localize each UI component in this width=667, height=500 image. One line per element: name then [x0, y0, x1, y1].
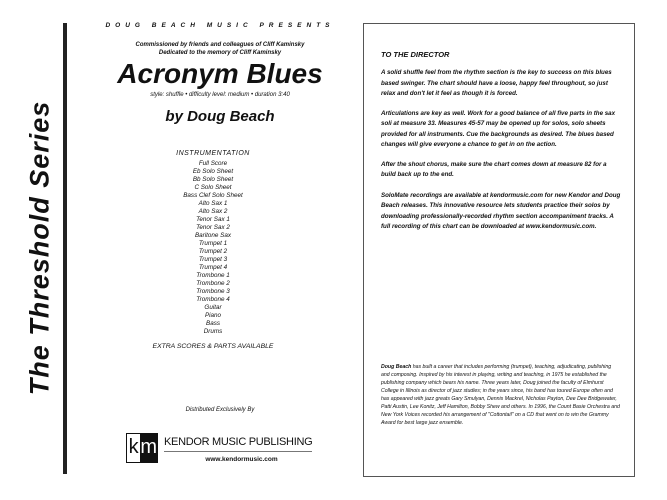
publisher-name: KENDOR MUSIC PUBLISHING — [164, 436, 312, 452]
piece-title: Acronym Blues — [117, 58, 323, 89]
dedication-line: Dedicated to the memory of Cliff Kaminsky — [158, 50, 282, 56]
instrument-item: C Solo Sheet — [194, 184, 232, 191]
composer-bio — [381, 363, 621, 427]
bio-name: Doug Beach — [381, 364, 412, 370]
director-paragraph: SoloMate recordings are available at kendormusic.com for new Kendor and Doug Beach releases. This innovative resource lets students practice their solos by downloading professionally-recorded rhythm section accompaniment tracks. A full recording of this chart can be downloaded at www.kendormusic.com. — [381, 191, 621, 230]
composer: by Doug Beach — [165, 108, 275, 125]
director-heading: TO THE DIRECTOR — [381, 50, 450, 59]
instrument-item: Baritone Sax — [194, 232, 232, 239]
director-paragraph: Articulations are key as well. Work for a good balance of all five parts in the sax soli at measure 33. Measures 45-57 may be opened up for solos, solo sheets provided for all instruments. Cue the backgrounds as desired. The blues based changes will give everyone a chance to get in on the action. — [381, 109, 616, 148]
instrument-item: Trumpet 1 — [198, 240, 228, 247]
director-notes — [381, 68, 621, 242]
instrument-item: Trumpet 3 — [198, 256, 228, 263]
piece-details: style: shuffle • difficulty level: medium • duration 3:40 — [150, 92, 290, 98]
commission-text — [100, 41, 340, 57]
instrument-item: Bass — [206, 320, 220, 327]
instrument-item: Trombone 4 — [196, 296, 230, 303]
instrument-item: Drums — [203, 328, 223, 335]
instrument-item: Trombone 2 — [196, 280, 230, 287]
instrument-item: Tenor Sax 1 — [196, 216, 230, 223]
instrument-item: Trombone 3 — [196, 288, 230, 295]
instrument-item: Trombone 1 — [196, 272, 230, 279]
instrument-item: Bb Solo Sheet — [192, 176, 234, 183]
bio-text: has built a career that includes performing (trumpet), teaching, adjudicating, publishing and composing. Inspired by his interest in playing, writing and teaching, in 1975 he established the publishing company which bears his name. Three years later, Doug joined the faculty of Elmhurst College in Illinois as director of jazz studies; in the years since, his band has toured Europe often and has appeared with jazz greats Gary Smulyan, Dennis Mackrel, Nicholas Payton, Dee Dee Bridgewater, Patti Austin, Lee Konitz, Jeff Hamilton, Bobby Shew and others. In 1996, the Count Basie Orchestra and New York Voices recorded his arrangement of "Cottontail" on a CD that went on to win the Grammy Award for best large jazz ensemble. — [381, 364, 620, 426]
distributed-by: Distributed Exclusively By — [185, 407, 255, 413]
instrument-item: Guitar — [204, 304, 222, 311]
kendor-logo — [126, 433, 158, 463]
logo-m: m — [140, 434, 157, 462]
instrument-item: Alto Sax 1 — [198, 200, 228, 207]
presents-line: DOUG BEACH MUSIC PRESENTS — [105, 22, 335, 29]
extra-parts-note: EXTRA SCORES & PARTS AVAILABLE — [152, 343, 274, 350]
instrumentation-list — [113, 150, 313, 351]
instrument-item: Alto Sax 2 — [198, 208, 228, 215]
instrument-item: Bass Clef Solo Sheet — [183, 192, 243, 199]
publisher-url[interactable]: www.kendormusic.com — [205, 456, 278, 463]
series-title: The Threshold Series — [24, 100, 55, 396]
instrument-item: Trumpet 4 — [198, 264, 228, 271]
director-paragraph: A solid shuffle feel from the rhythm section is the key to success on this blues based swinger. The chart should have a loose, happy feel throughout, so just relax and don't let it feel as though it is forced. — [381, 69, 612, 97]
instrument-item: Tenor Sax 2 — [196, 224, 230, 231]
instrument-item: Trumpet 2 — [198, 248, 228, 255]
instrument-item: Full Score — [198, 160, 228, 167]
divider-line — [63, 23, 67, 474]
instrument-item: Piano — [204, 312, 222, 319]
commission-line: Commissioned by friends and colleagues of Cliff Kaminsky — [135, 42, 305, 48]
instrumentation-heading: INSTRUMENTATION — [176, 150, 250, 157]
instrument-item: Eb Solo Sheet — [192, 168, 234, 175]
logo-k: k — [128, 436, 139, 458]
director-paragraph: After the shout chorus, make sure the chart comes down at measure 82 for a build back up to the end. — [381, 160, 607, 178]
